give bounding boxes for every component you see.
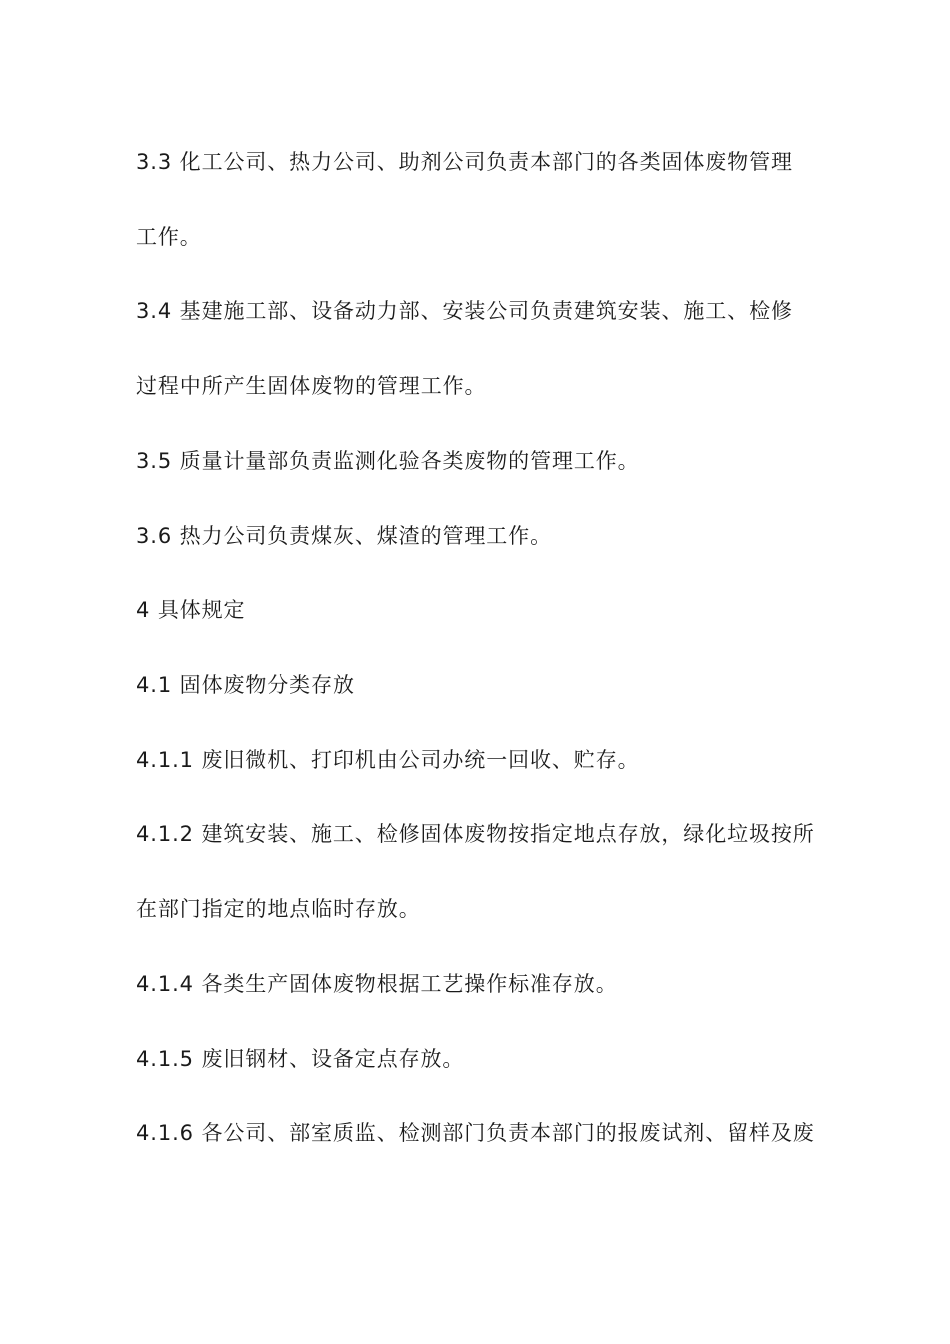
section-heading-4: 4 具体规定: [136, 598, 246, 622]
paragraph-4-1-4: 4.1.4 各类生产固体废物根据工艺操作标准存放。: [136, 972, 618, 996]
paragraph-3-4-line-2: 过程中所产生固体废物的管理工作。: [136, 374, 487, 398]
paragraph-4-1-6-line-1: 4.1.6 各公司、部室质监、检测部门负责本部门的报废试剂、留样及废: [136, 1121, 815, 1145]
subsection-heading-4-1: 4.1 固体废物分类存放: [136, 673, 355, 697]
paragraph-4-1-2-line-1: 4.1.2 建筑安装、施工、检修固体废物按指定地点存放，绿化垃圾按所: [136, 822, 815, 846]
paragraph-3-3-line-2: 工作。: [136, 225, 202, 249]
paragraph-3-5: 3.5 质量计量部负责监测化验各类废物的管理工作。: [136, 449, 640, 473]
paragraph-4-1-2-line-2: 在部门指定的地点临时存放。: [136, 897, 421, 921]
paragraph-4-1-5: 4.1.5 废旧钢材、设备定点存放。: [136, 1047, 465, 1071]
paragraph-3-3-line-1: 3.3 化工公司、热力公司、助剂公司负责本部门的各类固体废物管理: [136, 150, 793, 174]
paragraph-3-4-line-1: 3.4 基建施工部、设备动力部、安装公司负责建筑安装、施工、检修: [136, 299, 793, 323]
paragraph-3-6: 3.6 热力公司负责煤灰、煤渣的管理工作。: [136, 524, 552, 548]
paragraph-4-1-1: 4.1.1 废旧微机、打印机由公司办统一回收、贮存。: [136, 748, 640, 772]
